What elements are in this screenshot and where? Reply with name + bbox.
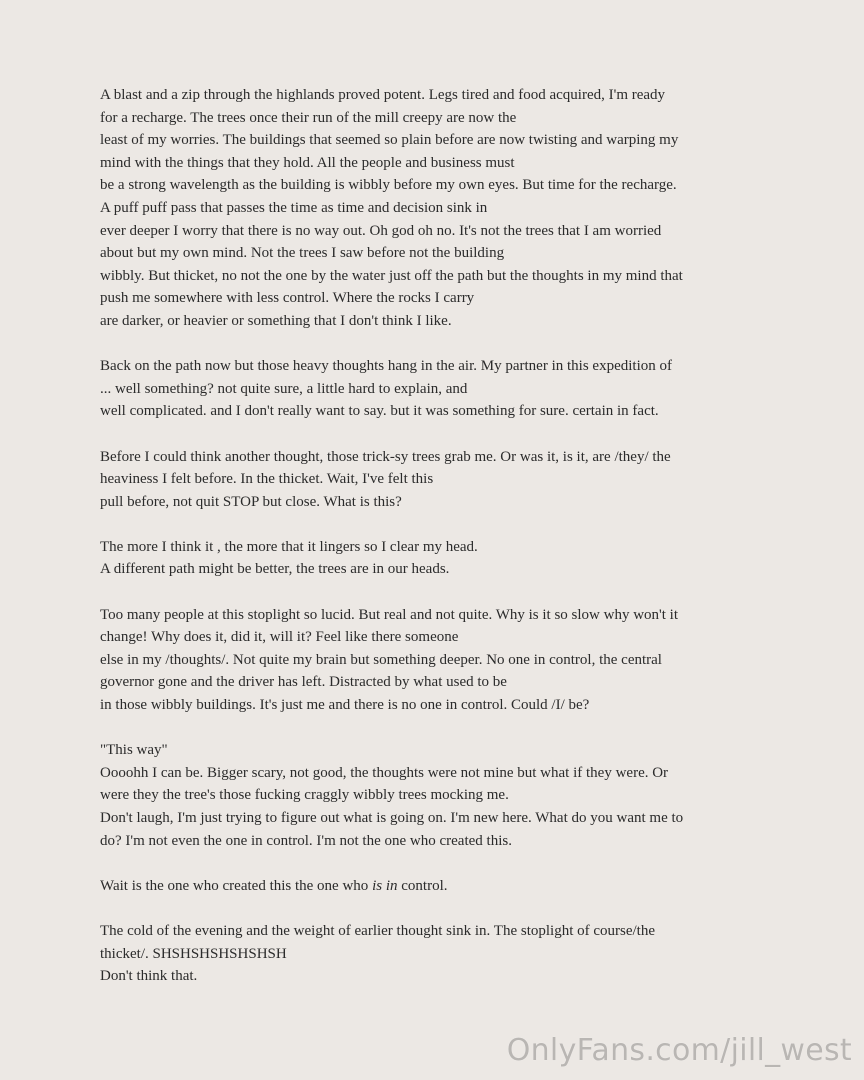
text-line: ever deeper I worry that there is no way out. Oh god oh no. It's not the trees that I am worried	[100, 222, 662, 239]
text-line: change! Why does it, did it, will it? Feel like there someone	[100, 629, 459, 646]
text-line: for a recharge. The trees once their run of the mill creepy are now the	[100, 109, 517, 126]
text-line: do? I'm not even the one in control. I'm not the one who created this.	[100, 832, 512, 849]
text-line: wibbly. But thicket, no not the one by the water just off the path but the thoughts in my mind that	[100, 267, 683, 284]
text-line: Don't laugh, I'm just trying to figure out what is going on. I'm new here. What do you want me to	[100, 810, 684, 826]
text-line: are darker, or heavier or something that I don't think I like.	[100, 312, 452, 329]
text-line: "This way"	[100, 742, 168, 759]
text-line: A different path might be better, the trees are in our heads.	[100, 561, 450, 578]
text-line: The more I think it , the more that it lingers so I clear my head.	[100, 538, 478, 555]
paragraph-2	[100, 355, 780, 423]
watermark-text: OnlyFans.com/jill_west	[506, 1033, 852, 1068]
text-line: Before I could think another thought, those trick-sy trees grab me. Or was it, is it, are /they/ the	[100, 448, 671, 465]
text-line: governor gone and the driver has left. Distracted by what used to be	[100, 674, 507, 691]
text-line: well complicated. and I don't really want to say. but it was something for sure. certain in fact.	[100, 403, 659, 420]
text-line: in those wibbly buildings. It's just me and there is no one in control. Could /I/ be?	[100, 697, 590, 714]
text-line: heaviness I felt before. In the thicket. Wait, I've felt this	[100, 471, 434, 488]
paragraph-7	[100, 875, 780, 898]
document-body	[100, 84, 780, 1010]
text-line: ... well something? not quite sure, a little hard to explain, and	[100, 380, 468, 397]
text-line: The cold of the evening and the weight of earlier thought sink in. The stoplight of course/the	[100, 922, 655, 939]
text-line: least of my worries. The buildings that seemed so plain before are now twisting and warping my	[100, 132, 679, 149]
paragraph-1	[100, 84, 780, 333]
paragraph-6	[100, 739, 780, 852]
text-line: pull before, not quit STOP but close. What is this?	[100, 493, 402, 510]
text-line: Oooohh I can be. Bigger scary, not good, the thoughts were not mine but what if they were. Or	[100, 764, 669, 781]
paragraph-8	[100, 920, 780, 988]
text-line: mind with the things that they hold. All the people and business must	[100, 154, 515, 171]
text-line: Back on the path now but those heavy thoughts hang in the air. My partner in this expedition of	[100, 358, 672, 375]
text-line: A blast and a zip through the highlands proved potent. Legs tired and food acquired, I'm ready	[100, 87, 666, 103]
text-line: be a strong wavelength as the building is wibbly before my own eyes. But time for the recharge.	[100, 177, 677, 194]
text-line: about but my own mind. Not the trees I saw before not the building	[100, 245, 505, 262]
text-line	[100, 875, 780, 898]
paragraph-5	[100, 604, 780, 717]
text-line: push me somewhere with less control. Where the rocks I carry	[100, 290, 475, 307]
text-line: Too many people at this stoplight so lucid. But real and not quite. Why is it so slow why won't it	[100, 606, 678, 623]
paragraph-4	[100, 536, 780, 581]
text-segment: Wait is the one who created this the one who	[100, 877, 373, 894]
text-line: thicket/. SHSHSHSHSHSHSH	[100, 945, 287, 962]
text-segment: control.	[397, 877, 448, 894]
paragraph-3	[100, 446, 780, 514]
text-line: A puff puff pass that passes the time as time and decision sink in	[100, 199, 488, 216]
text-line: were they the tree's those fucking craggly wibbly trees mocking me.	[100, 787, 509, 804]
emphasis-text: is in	[372, 877, 398, 894]
text-line: Don't think that.	[100, 968, 198, 985]
text-line: else in my /thoughts/. Not quite my brain but something deeper. No one in control, the central	[100, 651, 662, 668]
